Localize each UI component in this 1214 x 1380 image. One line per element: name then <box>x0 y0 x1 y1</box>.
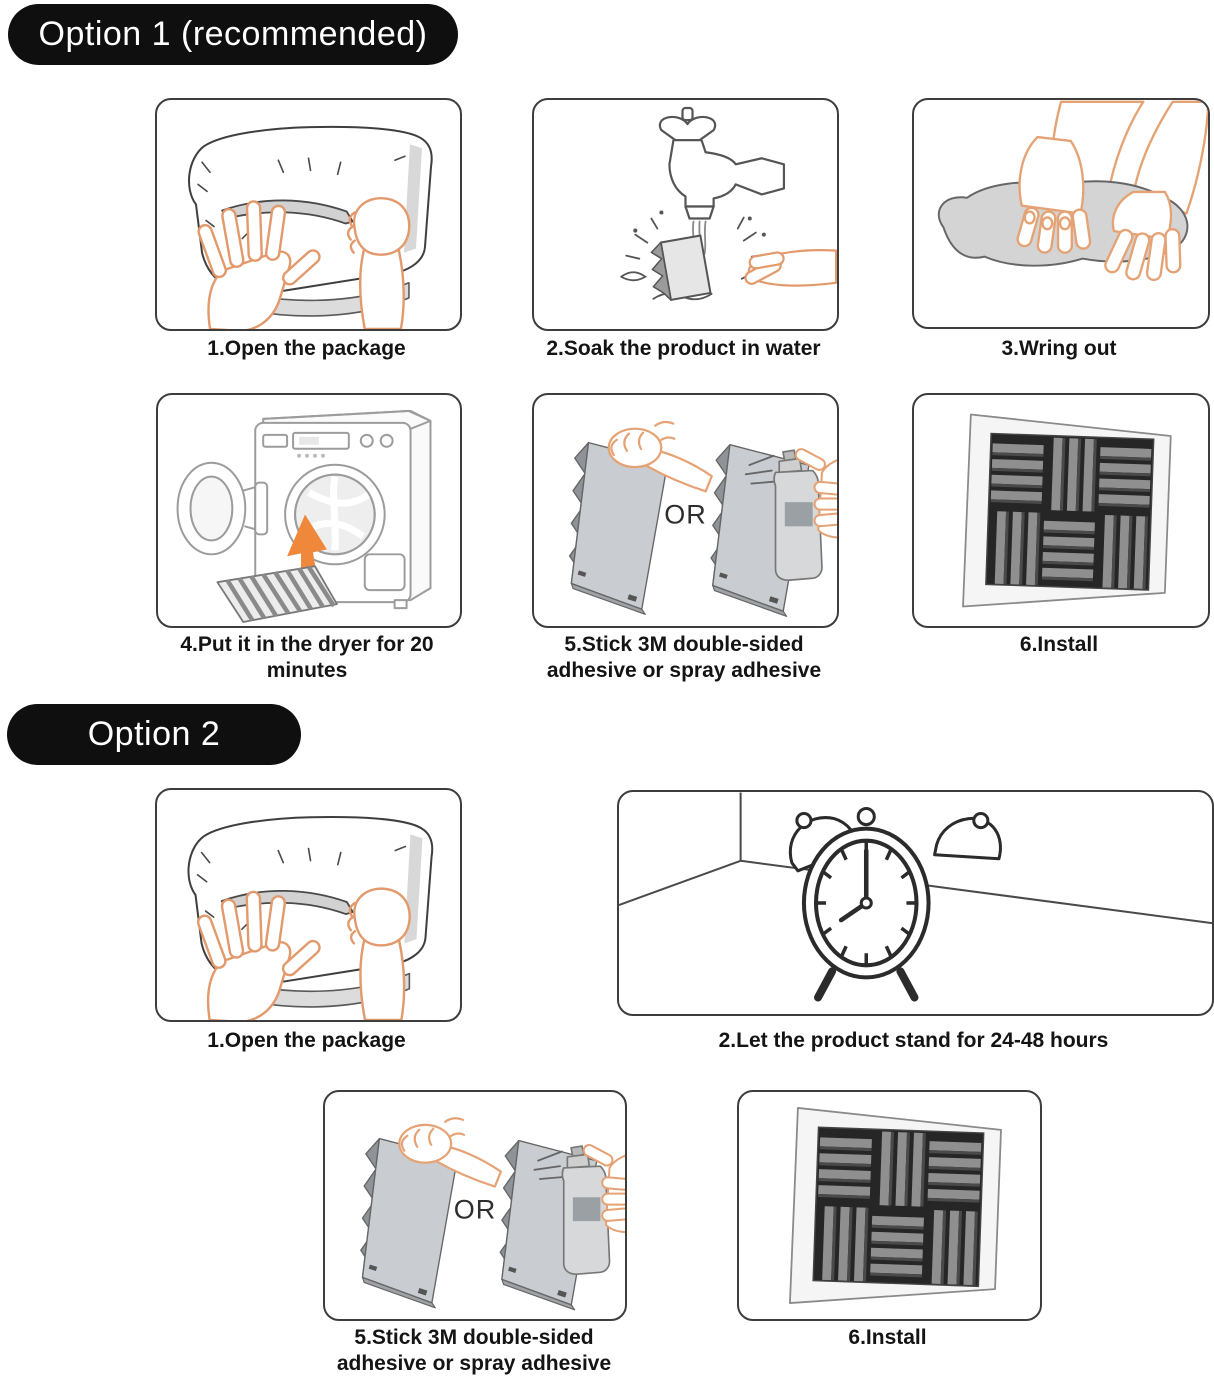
option1-header <box>8 4 458 65</box>
option2-header-label: Option 2 <box>87 715 221 753</box>
option1-step2-caption: 2.Soak the product in water <box>546 337 821 360</box>
foam-wall-drawing <box>790 1108 1001 1303</box>
install-illustration <box>739 1092 1040 1319</box>
faucet-drawing <box>621 108 836 302</box>
option1-header-label: Option 1 (recommended) <box>38 15 428 53</box>
option1-step4-caption: 4.Put it in the dryer for 20 minutes <box>180 633 434 683</box>
option2-step5-box <box>323 1090 627 1321</box>
option2-header <box>7 704 301 765</box>
dryer-drawing <box>178 411 431 622</box>
open-package-drawing <box>188 817 432 1020</box>
option2-step2-caption: 2.Let the product stand for 24-48 hours <box>718 1029 1109 1052</box>
install-illustration <box>914 395 1208 626</box>
option2-step6-caption: 6.Install <box>848 1326 927 1349</box>
open-package-drawing <box>189 127 432 329</box>
option1-step1-box <box>155 98 462 331</box>
option1-step5-caption: 5.Stick 3M double-sided adhesive or spray adhesive <box>546 633 822 683</box>
option1-step2-box <box>532 98 839 331</box>
option1-step6-caption: 6.Install <box>1019 633 1099 656</box>
clock-room-illustration <box>619 792 1212 1014</box>
option1-step3-caption: 3.Wring out <box>1001 337 1117 360</box>
dryer-illustration <box>158 395 460 626</box>
open-package-illustration <box>157 100 460 329</box>
foam-wall-drawing <box>963 414 1171 606</box>
option1-step4-box <box>156 393 462 628</box>
option1-step6-box <box>912 393 1210 628</box>
soak-in-water-illustration <box>534 100 837 329</box>
or-label: OR <box>453 1194 497 1225</box>
option1-step5-box <box>532 393 839 628</box>
option1-step3-box <box>912 98 1210 329</box>
wring-out-illustration <box>914 100 1208 327</box>
option2-step5-caption: 5.Stick 3M double-sided adhesive or spray adhesive <box>336 1326 612 1376</box>
option1-step1-caption: 1.Open the package <box>207 337 406 360</box>
wringing-hands-drawing <box>939 102 1208 281</box>
open-package-illustration <box>157 790 460 1020</box>
option2-step1-box <box>155 788 462 1022</box>
or-label: OR <box>664 499 707 530</box>
option2-step1-caption: 1.Open the package <box>207 1029 406 1052</box>
option2-step2-box <box>617 790 1214 1016</box>
alarm-clock-drawing <box>619 792 1212 997</box>
option2-step6-box <box>737 1090 1042 1321</box>
